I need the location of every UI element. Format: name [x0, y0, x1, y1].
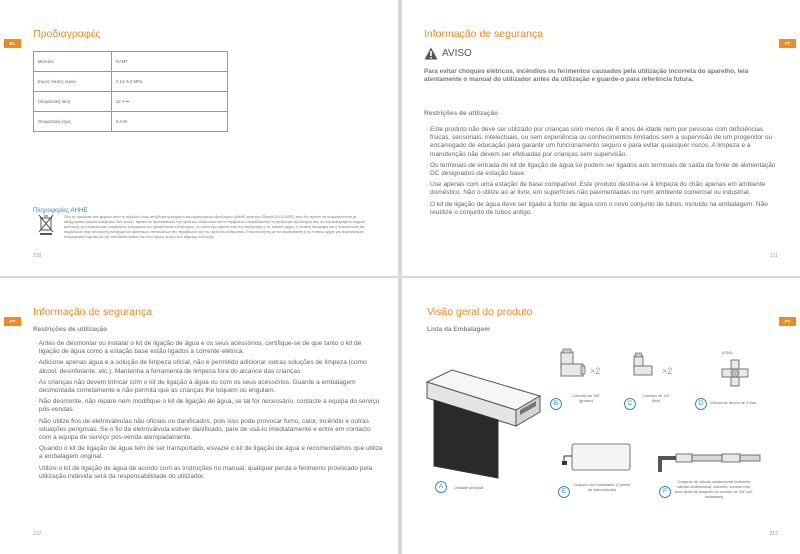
spec-label: Ονομαστική ισχύς — [34, 112, 112, 132]
list-item-text: Utilize o kit de ligação de água de acordo com as instruções no manual; qualquer perda e ferimento provocado pela utilização indevida será da responsabilidade do utilizador. — [38, 464, 373, 480]
item-letter-b: B — [550, 398, 562, 410]
spec-value: 0,14–5,0 MPa — [112, 72, 228, 92]
language-tag: EL — [4, 39, 21, 48]
page-product-overview — [402, 278, 800, 554]
thick-elbow-illustration — [557, 350, 585, 382]
list-item: · Não utilize fios de eletroválvulas não oficiais ou danificados, pois isso pode provocar fumo, calor, incêndio e outras situações perigosas. Se o fio da eletroválvula estiver danificado, pare de usá-lo imediatamente e entre em contacto com a equipa de serviço pós-venda atempadamente. — [35, 417, 371, 442]
list-item: · Este produto não deve ser utilizado por crianças com menos de 8 anos de idade nem por pessoas com deficiências físicas, sensoriais, intelectuais, ou sem experiência ou conhecimentos limitados sem a supervisão de um progenitor ou encarregado de educação para garantir um funcionamento seguro e para evitar quaisquer riscos. A limpeza e a manutenção não devem ser efetuadas por crianças sem supervisão. — [426, 126, 773, 158]
item-size-d: (G3/8) — [722, 351, 733, 355]
section-subheading: Restrições de utilização — [33, 326, 108, 333]
list-item: · Utilize o kit de ligação de água de acordo com as instruções no manual; qualquer perda e ferimento provocado pela utilização indevida será da responsabilidade do utilizador. — [35, 464, 373, 480]
list-item-text: Não desmonte, não repare nem modifique o kit de ligação de água, se tal for necessário, contacte a equipa do serviço pós-vendas. — [38, 398, 380, 414]
list-item-text: Este produto não deve ser utilizado por crianças com menos de 8 anos de idade nem por pessoas com deficiências físicas, sensoriais, intelectuais, ou sem experiência ou conhecimentos limitados sem a supervisão de um progenitor ou encarregado de educação para garantir um funcionamento seguro e para evitar quaisquer riscos. A limpeza e a manutenção não devem ser efetuadas por crianças sem supervisão. — [429, 126, 773, 158]
crossed-bin-icon — [38, 214, 54, 236]
language-tag: PT — [4, 317, 21, 326]
weee-text: Όλα τα προϊόντα που φέρουν αυτό το σύμβολο είναι απόβλητα ηλεκτρικού και ηλεκτρονικού εξοπλισμού (ΑΗΗΕ κατά την Οδηγία 2012/19/ΕΕ) που δεν πρέπει να αναμειγνύονται με αδιαχώριστα οικιακά απόβλητα. Αντ' αυτού, πρέπει να προστατεύετε την υγεία του ανθρώπου και το περιβάλλον παραδίδοντας τα απόβλητα εξοπλισμού σας σε ένα καθορισμένο σημείο συλλογής για ανακύκλωση αποβλήτων ηλεκτρικού και ηλεκτρονικού εξοπλισμού, το οποίο έχει οριστεί από την κυβέρνηση ή τις τοπικές αρχές. Η σωστή απόρριψη και η ανακύκλωση θα συμβάλουν στην αποτροπή ενδεχόμενων αρνητικών επιπτώσεων στο περιβάλλον και την υγεία του ανθρώπου. Επικοινωνήστε με τον εγκαταστάτη ή τις τοπικές αρχές για περισσότερες πληροφορίες σχετικά με την τοποθεσία καθώς και τους όρους αυτών των σημείων συλλογής. — [64, 215, 365, 239]
item-letter-c: C — [624, 398, 636, 410]
warning-text: Para evitar choques elétricos, incêndios ou ferimentos causados pela utilização incorreta do aparelho, leia atentamente o manual do utilizador antes da utilização e guarde-o para referência futura. — [424, 68, 749, 83]
thin-elbow-illustration — [630, 354, 654, 380]
list-item-text: Os terminais de entrada do kit de ligação de água só podem ser ligados aos terminais de saída da fonte de alimentação DC designados da estação base. — [429, 161, 776, 178]
item-letter-d: D — [695, 398, 707, 410]
list-item: · Não desmonte, não repare nem modifique o kit de ligação de água, se tal for necessário, contacte a equipa do serviço pós-vendas. — [35, 398, 380, 414]
list-item: · Antes de desmontar ou instalar o kit de ligação de água e os seus acessórios, certifique-se de que tanto o kit de ligação de água como a estação base estão ligados à corrente elétrica. — [35, 340, 362, 356]
item-caption-a: Unidade principal — [454, 486, 484, 490]
list-item: · As crianças não devem brincar com o kit de ligação à água ou com os seus acessórios. Guarde a embalagem desmontada corretamente e não permita que as crianças lhe toquem ou engulam. — [35, 378, 356, 395]
list-item-text: Quando o kit de ligação de água tem de ser transportado, esvazie o kit de ligação de água e recomendamos que utilize a embalagem original. — [38, 445, 383, 461]
list-item-text: Não utilize fios de eletroválvulas não oficiais ou danificados, pois isso pode provocar fumo, calor, incêndio e outras situações perigosas. Se o fio da eletroválvula estiver danificado, pare de usá-lo imediatamente e entre em contacto com a equipa de serviço pós-venda atempadamente. — [38, 417, 371, 442]
page-title: Informação de segurança — [33, 306, 153, 318]
page-number: 211 — [770, 253, 778, 259]
list-item: · Use apenas com uma estação de base compatível. Este produto destina-se à limpeza do chão apenas em ambiente doméstico. Não o utilize ao ar livre, em superfícies não pavimentadas ou num ambiente comercial ou industrial. — [426, 181, 766, 197]
restrictions-list — [424, 126, 776, 220]
item-letter-e: E — [558, 486, 570, 498]
page-number: 212 — [33, 531, 42, 537]
restrictions-list — [33, 340, 383, 484]
check-valve-illustration — [656, 450, 768, 478]
spec-label: Μοντέλο — [34, 52, 112, 72]
item-caption-d: Válvula de desvio de 3 vias — [710, 401, 757, 405]
spec-table — [33, 51, 228, 132]
list-item-text: O kit de ligação de água deve ser ligado à fonte de água com o novo conjunto de tubos, incluído na embalagem. Não reutilize o conjunto de tubos antigo. — [429, 200, 768, 216]
item-caption-b: Cotovelo de 3/8" (grosso) — [572, 394, 600, 403]
section-subheading: Lista da Embalagem — [427, 326, 490, 333]
list-item: · O kit de ligação de água deve ser ligado à fonte de água com o novo conjunto de tubos, incluído na embalagem. Não reutilize o conjunto de tubos antigo. — [426, 200, 768, 216]
spec-value: RAMT — [112, 52, 228, 72]
main-unit-illustration — [422, 368, 542, 478]
page-specifications — [0, 0, 398, 276]
spec-label: Ονομαστική τάση — [34, 92, 112, 112]
item-caption-e: Conjunto do Controlador (Conetor da eletroválvula) — [573, 483, 631, 492]
list-item: · Os terminais de entrada do kit de ligação de água só podem ser ligados aos terminais de saída da fonte de alimentação DC designados da estação base. — [426, 161, 776, 178]
quantity-c: ×2 — [662, 366, 673, 376]
table-row — [34, 92, 228, 112]
page-number: 213 — [769, 531, 778, 537]
page-title: Visão geral do produto — [427, 306, 533, 318]
weee-heading: Πληροφορίες ΑΗΗΕ — [33, 207, 88, 214]
spec-label: Εύρος πίεσης νερού — [34, 72, 112, 92]
page-number: 210 — [33, 253, 42, 259]
spec-value: 12 V ⎓ — [112, 92, 228, 112]
list-item-text: Use apenas com uma estação de base compatível. Este produto destina-se à limpeza do chão apenas em ambiente doméstico. Não o utilize ao ar livre, em superfícies não pavimentadas ou num ambiente comercial ou industrial. — [429, 181, 766, 197]
page-safety-2 — [0, 278, 398, 554]
list-item: · Adicione apenas água e a solução de limpeza oficial, não é permitido adicionar outras soluções de limpeza (como álcool, desinfetante, etc.). Mantenha a ferramenta de limpeza fora do alcance das crianças. — [35, 359, 367, 375]
warning-heading — [424, 47, 472, 60]
page-title: Informação de segurança — [424, 28, 544, 40]
list-item-text: Adicione apenas água e a solução de limpeza oficial, não é permitido adicionar outras soluções de limpeza (como álcool, desinfetante, etc.). Mantenha a ferramenta de limpeza fora do alcance das crianças. — [38, 359, 367, 375]
language-tag: PT — [779, 317, 796, 326]
table-row — [34, 72, 228, 92]
item-letter-f: F — [659, 486, 671, 498]
item-letter-a: A — [435, 481, 447, 493]
item-caption-c: Cotovelo de 1/4" (fino) — [642, 394, 670, 403]
page-title: Προδιαγραφές — [33, 28, 101, 40]
warning-label: AVISO — [442, 48, 472, 59]
quantity-b: ×2 — [590, 366, 601, 376]
page-safety-1 — [402, 0, 800, 276]
section-subheading: Restrições de utilização — [424, 110, 499, 117]
warning-icon — [424, 47, 438, 60]
language-tag: PT — [779, 39, 796, 48]
spec-value: 8,4 W — [112, 112, 228, 132]
table-row — [34, 52, 228, 72]
list-item-text: Antes de desmontar ou instalar o kit de ligação de água e os seus acessórios, certifique-se de que tanto o kit de ligação de água como a estação base estão ligados à corrente elétrica. — [38, 340, 362, 356]
three-way-valve-illustration — [720, 358, 750, 388]
list-item: · Quando o kit de ligação de água tem de ser transportado, esvazie o kit de ligação de água e recomendamos que utilize a embalagem original. — [35, 445, 383, 461]
list-item-text: As crianças não devem brincar com o kit de ligação à água ou com os seus acessórios. Guarde a embalagem desmontada corretamente e não permita que as crianças lhe toquem ou engulam. — [38, 378, 356, 395]
table-row — [34, 112, 228, 132]
controller-illustration — [562, 438, 632, 474]
item-caption-f: Conjunto de válvula unidirecional (incluindo válvula unidirecional, cotovelo, conetor reto, dois clipes de bloqueio do conetor de 3/8" pré-instalados) — [674, 480, 754, 499]
